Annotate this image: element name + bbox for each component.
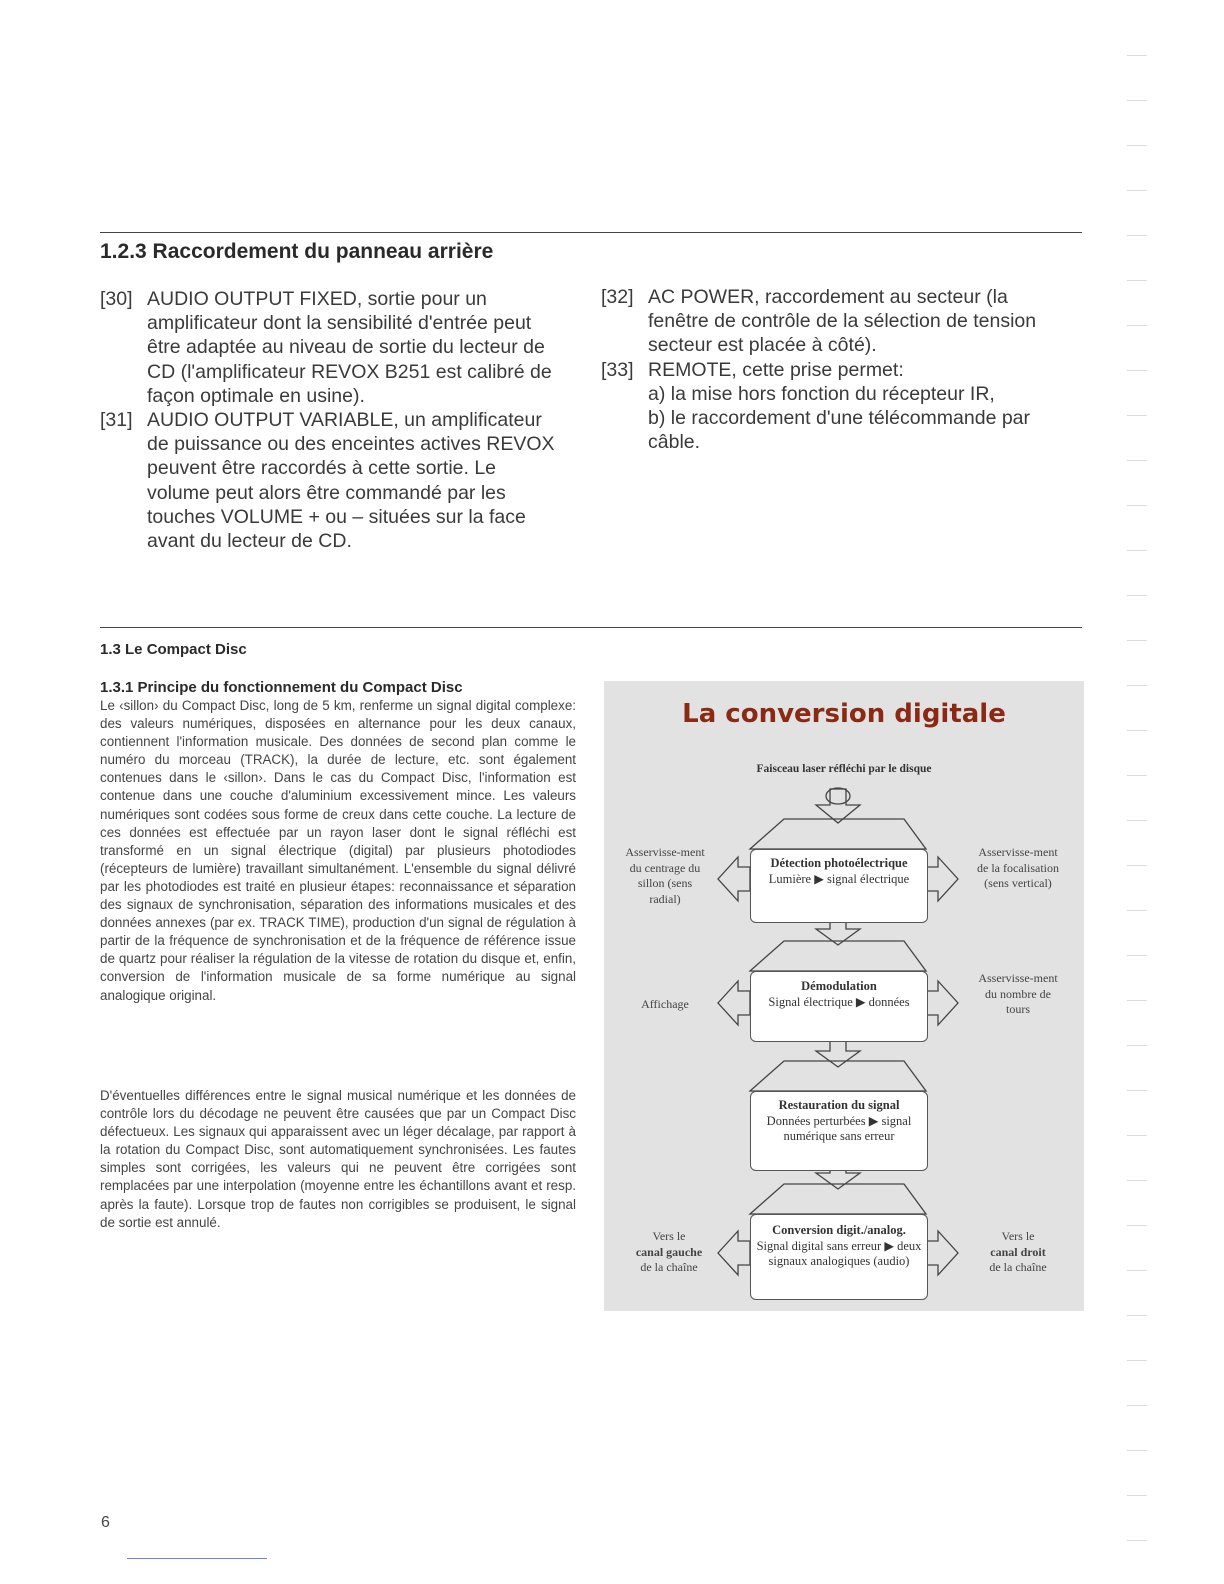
left-arrow-icon <box>718 1231 750 1275</box>
stage-text: Lumière ▶ signal électrique <box>768 871 910 886</box>
stage-text: Données perturbées ▶ signal numérique sans erreur <box>766 1113 912 1143</box>
output-left-label <box>626 1229 712 1276</box>
section-heading-123: 1.2.3 Raccordement du panneau arrière <box>100 240 494 263</box>
item-number: [32] <box>601 286 634 308</box>
stage-box-conversion <box>750 1214 928 1300</box>
edge-tick <box>1127 235 1147 236</box>
edge-tick <box>1127 1135 1147 1136</box>
stage-roof <box>750 1061 926 1091</box>
edge-tick <box>1127 820 1147 821</box>
edge-tick <box>1127 640 1147 641</box>
page-number: 6 <box>101 1514 110 1531</box>
bottom-mark <box>127 1558 267 1559</box>
body-paragraph: Le ‹sillon› du Compact Disc, long de 5 km, renferme un signal digital complexe: des valeurs numériques, disposées en alternance pour les deux canaux, contiennent l'information musicale. Des données de second plan comme le numéro du morceau (TRACK), la durée de lecture, etc. sont également contenues dans le ‹sillon›. Dans le cas du Compact Disc, l'information est contenue dans une couche d'aluminium excessivement mince. Les valeurs numériques sont codées sous forme de creux dans cette couche. La lecture de ces données est effectuée par un rayon laser dont le signal réfléchi est transformé en un signal électrique (digital) par plusieurs photodiodes (récepteurs de lumière) travaillant simultanément. L'ensemble du signal délivré par les photodiodes est traité en plusieur étapes: reconnaissance et séparation des signaux de synchronisation, séparation des informations musicales et des données annexes (par ex. TRACK TIME), production d'un signal de régulation à partir de la fréquence de synchronisation et de la fréquence de référence issue de quartz pour réaliser la régulation de la vitesse de rotation du disque et, enfin, conversion de l'information musicale de sa forme numérique au signal analogique original. <box>100 698 576 1003</box>
side-label-left: Affichage <box>641 997 689 1011</box>
stage-box-detection <box>750 849 928 923</box>
edge-tick <box>1127 145 1147 146</box>
edge-tick <box>1127 910 1147 911</box>
label-bold: canal gauche <box>635 1244 703 1259</box>
side-label-right: Asservisse-ment de la focalisation (sens vertical) <box>977 845 1059 890</box>
edge-tick <box>1127 415 1147 416</box>
right-arrow-icon <box>926 1231 958 1275</box>
stage-title: Restauration du signal <box>778 1098 900 1112</box>
top-divider <box>100 232 1082 233</box>
edge-tick <box>1127 370 1147 371</box>
edge-tick <box>1127 1495 1147 1496</box>
stage-title: Détection photoélectrique <box>770 856 908 870</box>
edge-tick <box>1127 1045 1147 1046</box>
edge-tick <box>1127 325 1147 326</box>
edge-tick <box>1127 730 1147 731</box>
item-subtext: b) le raccordement d'une télécommande par câble. <box>648 407 1031 454</box>
edge-tick <box>1127 1000 1147 1001</box>
edge-tick <box>1127 100 1147 101</box>
label-pre: Vers le <box>652 1229 686 1243</box>
edge-tick <box>1127 1450 1147 1451</box>
edge-tick <box>1127 1315 1147 1316</box>
stage-title: Conversion digit./analog. <box>772 1223 906 1237</box>
laser-beam-label: Faisceau laser réfléchi par le disque <box>756 763 932 775</box>
label-post: de la chaîne <box>989 1260 1047 1274</box>
stage-text: Signal électrique ▶ données <box>768 994 910 1009</box>
label-post: de la chaîne <box>640 1260 698 1274</box>
edge-tick <box>1127 280 1147 281</box>
side-label-right: Asservisse-ment du nombre de tours <box>978 971 1058 1016</box>
label-bold: canal droit <box>990 1244 1046 1259</box>
section-heading-13: 1.3 Le Compact Disc <box>100 641 247 658</box>
edge-tick <box>1127 595 1147 596</box>
edge-tick <box>1127 1225 1147 1226</box>
item-subtext: a) la mise hors fonction du récepteur IR, <box>648 382 995 405</box>
item-text: AUDIO OUTPUT VARIABLE, un amplificateur de puissance ou des enceintes actives REVOX peuvent être raccordés à cette sortie. Le volume peut alors être commandé par les touches VOLUME + ou – situées sur la face avant du lecteur de CD. <box>147 409 555 553</box>
right-arrow-icon <box>926 981 958 1025</box>
list-item <box>100 408 560 553</box>
output-right-label <box>968 1229 1068 1276</box>
label-pre: Vers le <box>1001 1229 1035 1243</box>
edge-tick <box>1127 1180 1147 1181</box>
connections-right-column <box>601 285 1071 454</box>
item-text: REMOTE, cette prise permet: <box>648 358 904 381</box>
section-divider <box>100 627 1082 628</box>
edge-tick <box>1127 865 1147 866</box>
stage-box-demodulation <box>750 971 928 1042</box>
connections-left-column <box>100 287 560 553</box>
edge-tick <box>1127 685 1147 686</box>
edge-tick <box>1127 1405 1147 1406</box>
right-arrow-icon <box>926 857 958 901</box>
left-arrow-icon <box>718 857 750 901</box>
side-label-left: Asservisse-ment du centrage du sillon (sens radial) <box>625 845 705 906</box>
body-paragraph: D'éventuelles différences entre le signal musical numérique et les données de contrôle lors du décodage ne peuvent être causées que par un Compact Disc défectueux. Les signaux qui apparaissent avec un léger décalage, par rapport à la rotation du Compact Disc, sont automatiquement synchronisées. Les fautes simples sont corrigées, les valeurs qui ne peuvent être corrigées sont remplacées par une interpolation (moyenne entre les échantillons avant et resp. après la faute). Lorsque trop de fautes non corrigibles se produisent, le signal de sortie est annulé. <box>100 1088 576 1230</box>
edge-tick <box>1127 550 1147 551</box>
edge-tick <box>1127 775 1147 776</box>
down-arrow-icon <box>816 789 860 823</box>
stage-box-restoration <box>750 1091 928 1171</box>
edge-tick <box>1127 55 1147 56</box>
stage-title: Démodulation <box>801 979 877 993</box>
item-number: [33] <box>601 358 634 381</box>
item-number: [31] <box>100 409 133 432</box>
edge-tick <box>1127 955 1147 956</box>
edge-tick <box>1127 505 1147 506</box>
stage-text: Signal digital sans erreur ▶ deux signaux analogiques (audio) <box>756 1238 922 1268</box>
list-item <box>601 285 1071 358</box>
diagram-title: La conversion digitale <box>682 699 1006 729</box>
edge-tick <box>1127 1090 1147 1091</box>
edge-tick <box>1127 190 1147 191</box>
item-text: AC POWER, raccordement au secteur (la fenêtre de contrôle de la sélection de tension secteur est placée à côté). <box>648 286 1037 357</box>
item-text: AUDIO OUTPUT FIXED, sortie pour un amplificateur dont la sensibilité d'entrée peut être adaptée au niveau de sortie du lecteur de CD (l'amplificateur REVOX B251 est calibré de façon optimale en usine). <box>147 288 552 407</box>
subsection-heading-131: 1.3.1 Principe du fonctionnement du Compact Disc <box>100 679 463 696</box>
conversion-diagram <box>604 681 1084 1311</box>
edge-tick <box>1127 1540 1147 1541</box>
list-item <box>601 358 1071 455</box>
down-arrow-icon <box>816 1041 860 1067</box>
list-item <box>100 287 560 408</box>
edge-tick <box>1127 1360 1147 1361</box>
edge-tick <box>1127 1270 1147 1271</box>
edge-tick <box>1127 460 1147 461</box>
item-number: [30] <box>100 288 133 310</box>
left-arrow-icon <box>718 981 750 1025</box>
